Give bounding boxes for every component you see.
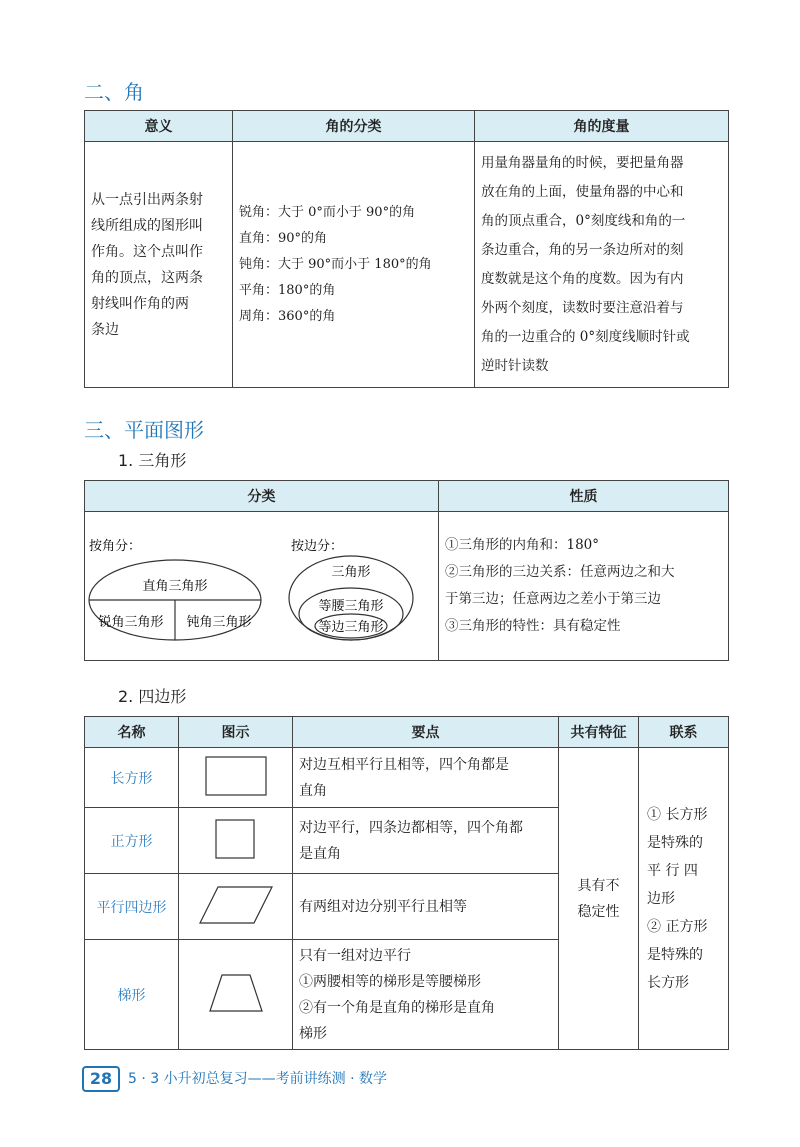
figure-cell	[179, 748, 293, 808]
text-line: 是直角	[299, 845, 341, 862]
figure-cell	[179, 940, 293, 1050]
text-line: 稳定性	[577, 903, 620, 920]
square-figure	[213, 817, 259, 861]
name-trapezoid: 梯形	[85, 940, 179, 1050]
header-classification: 分类	[85, 481, 439, 512]
book-title: 5 · 3 小升初总复习——考前讲练测 · 数学	[128, 1071, 387, 1087]
rectangle-figure	[203, 754, 269, 798]
header-figure: 图示	[179, 717, 293, 748]
common-feature-cell	[559, 748, 639, 1050]
acute-triangle-label: 锐角三角形	[98, 615, 164, 630]
text-line: ② 正方形	[647, 918, 708, 935]
text-line: 平角：180°的角	[239, 282, 336, 298]
header-name: 名称	[85, 717, 179, 748]
text-line: 角的顶点，这两条	[91, 269, 203, 286]
text-line: ①三角形的内角和：180°	[445, 537, 600, 553]
text-line: 度数就是这个角的度数。因为有内	[481, 270, 684, 287]
text-line: ①两腰相等的梯形是等腰梯形	[299, 973, 481, 990]
by-side-label: 按边分：	[291, 539, 344, 554]
text-line: 具有不	[577, 877, 620, 894]
angle-classes-cell	[233, 142, 475, 388]
text-line: 直角：90°的角	[239, 230, 328, 246]
by-angle-label: 按角分：	[89, 539, 142, 554]
triangle-properties-cell	[439, 512, 729, 661]
text-line: 放在角的上面，使量角器的中心和	[481, 183, 684, 200]
text-line: 角的顶点重合，0°刻度线和角的一	[481, 212, 686, 229]
text-line: 是特殊的	[647, 946, 703, 963]
header-common-feature: 共有特征	[559, 717, 639, 748]
right-triangle-label: 直角三角形	[142, 579, 208, 594]
header-meaning: 意义	[85, 111, 233, 142]
text-line: ②三角形的三边关系：任意两边之和大	[445, 564, 675, 580]
text-line: ① 长方形	[647, 806, 708, 823]
header-classification: 角的分类	[233, 111, 475, 142]
quadrilateral-table	[84, 716, 729, 1050]
text-line: 用量角器量角的时候，要把量角器	[481, 154, 684, 171]
obtuse-triangle-label: 钝角三角形	[186, 615, 252, 630]
text-line: 边形	[647, 890, 675, 907]
header-properties: 性质	[439, 481, 729, 512]
text-line: 梯形	[299, 1025, 327, 1042]
text-line: 于第三边；任意两边之差小于第三边	[445, 591, 661, 607]
points-parallelogram	[293, 874, 559, 940]
text-line: 直角	[299, 782, 327, 799]
name-square: 正方形	[85, 808, 179, 874]
figure-cell	[179, 808, 293, 874]
text-line: 钝角：大于 90°而小于 180°的角	[239, 256, 432, 272]
text-line: 条边	[91, 321, 119, 338]
header-key-points: 要点	[293, 717, 559, 748]
triangle-classification-diagram	[85, 512, 437, 656]
angle-measure-cell	[475, 142, 729, 388]
name-rectangle: 长方形	[85, 748, 179, 808]
trapezoid-figure	[206, 971, 266, 1015]
name-parallelogram: 平行四边形	[85, 874, 179, 940]
triangle-classification-cell	[85, 512, 439, 661]
text-line: 平 行 四	[647, 862, 698, 879]
isosceles-triangle-label: 等腰三角形	[318, 599, 384, 614]
text-line: 周角：360°的角	[239, 308, 336, 324]
text-line: 线所组成的图形叫	[91, 217, 203, 234]
section-title-plane-figures: 三、平面图形	[84, 418, 204, 442]
header-measurement: 角的度量	[475, 111, 729, 142]
text-line: 对边平行，四条边都相等，四个角都	[299, 819, 523, 836]
text-line: ③三角形的特性：具有稳定性	[445, 618, 621, 634]
text-line: 从一点引出两条射	[91, 191, 203, 208]
parallelogram-figure	[196, 883, 276, 927]
points-square	[293, 808, 559, 874]
text-line: 锐角：大于 0°而小于 90°的角	[239, 204, 416, 220]
text-line: 对边互相平行且相等，四个角都是	[299, 756, 509, 773]
subsection-quadrilateral: 2. 四边形	[118, 687, 187, 706]
section-title-angle: 二、角	[84, 80, 144, 104]
text-line: 角的一边重合的 0°刻度线顺时针或	[481, 328, 690, 345]
text-line: 是特殊的	[647, 834, 703, 851]
text-line: 有两组对边分别平行且相等	[299, 898, 467, 915]
angle-table	[84, 110, 729, 388]
triangle-table	[84, 480, 729, 661]
page-number: 28	[82, 1066, 120, 1092]
equilateral-triangle-label: 等边三角形	[318, 620, 384, 635]
text-line: 射线叫作角的两	[91, 295, 189, 312]
text-line: ②有一个角是直角的梯形是直角	[299, 999, 495, 1016]
subsection-triangle: 1. 三角形	[118, 451, 187, 470]
relation-cell	[639, 748, 729, 1050]
figure-cell	[179, 874, 293, 940]
angle-meaning-cell	[85, 142, 233, 388]
text-line: 逆时针读数	[481, 357, 549, 374]
triangle-label: 三角形	[331, 565, 371, 580]
text-line: 长方形	[647, 974, 689, 991]
header-relation: 联系	[639, 717, 729, 748]
text-line: 只有一组对边平行	[299, 947, 411, 964]
text-line: 作角。这个点叫作	[91, 243, 203, 260]
points-rectangle	[293, 748, 559, 808]
text-line: 条边重合，角的另一条边所对的刻	[481, 241, 684, 258]
text-line: 外两个刻度，读数时要注意沿着与	[481, 299, 684, 316]
points-trapezoid	[293, 940, 559, 1050]
